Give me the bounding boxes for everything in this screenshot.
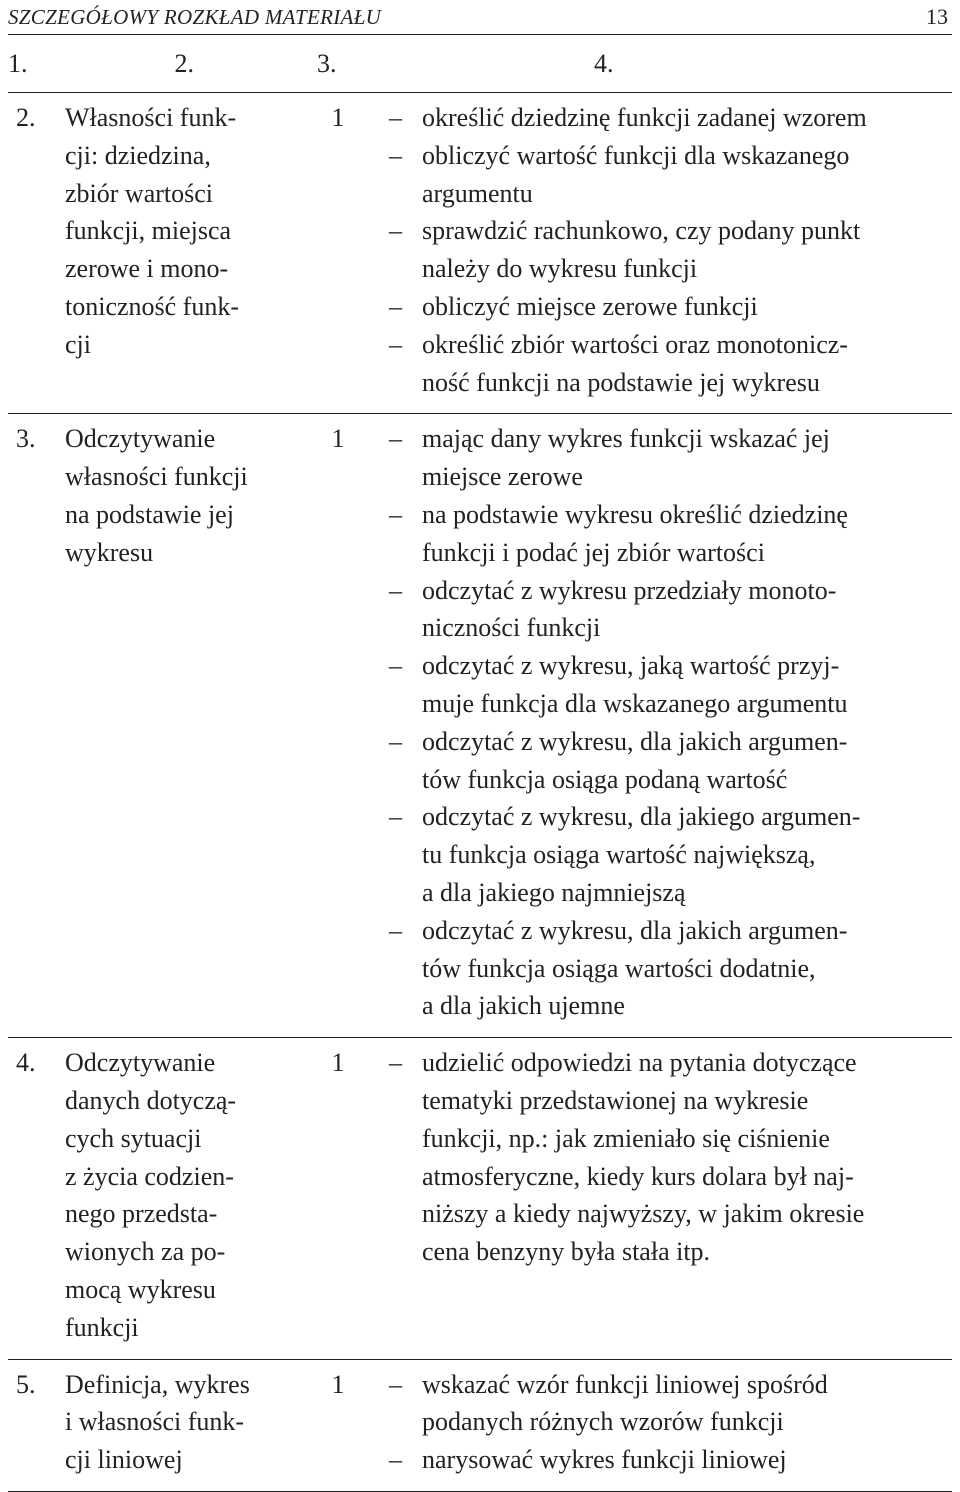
requirement-line: obliczyć wartość funkcji dla wskazanego <box>422 140 850 170</box>
requirement-line: a dla jakich ujemne <box>422 991 625 1021</box>
requirement-line: odczytać z wykresu, dla jakich argumen- <box>422 726 848 756</box>
topic-line: zbiór wartości <box>65 178 214 208</box>
dash-bullet-icon: – <box>389 915 402 945</box>
topic-line: na podstawie jej <box>65 499 234 529</box>
requirement-line: ność funkcji na podstawie jej wykresu <box>422 367 820 397</box>
topic-cell <box>8 414 301 1038</box>
requirement-line: podanych różnych wzorów funkcji <box>422 1407 784 1437</box>
topic-line: z życia codzien- <box>65 1161 234 1191</box>
dash-bullet-icon: – <box>389 802 402 832</box>
requirement-item <box>389 647 952 723</box>
requirement-item <box>389 288 952 326</box>
column-header-3: 3. <box>317 49 337 78</box>
requirement-line: tu funkcja osiąga wartość największą, <box>422 840 816 870</box>
dash-bullet-icon: – <box>389 291 402 321</box>
topic-text <box>65 1044 301 1346</box>
requirement-line: miejsce zerowe <box>422 462 583 492</box>
requirement-item <box>389 420 952 496</box>
page-header <box>8 0 952 36</box>
topic-line: nego przedsta- <box>65 1199 218 1229</box>
requirements-cell <box>389 1038 952 1359</box>
topic-line: cji liniowej <box>65 1445 183 1475</box>
requirement-line: udzielić odpowiedzi na pytania dotyczące <box>422 1048 857 1078</box>
requirement-line: określić zbiór wartości oraz monotonicz- <box>422 329 848 359</box>
hours-cell: 1 <box>331 424 345 454</box>
topic-cell <box>8 93 301 414</box>
material-table <box>8 34 952 1492</box>
row-number: 4. <box>16 1048 36 1078</box>
topic-line: cji <box>65 329 91 359</box>
requirement-item <box>389 1441 952 1479</box>
topic-line: danych dotyczą- <box>65 1085 237 1115</box>
page-number: 13 <box>926 4 948 29</box>
table-body <box>8 93 952 1492</box>
dash-bullet-icon: – <box>389 424 402 454</box>
requirement-line: funkcji i podać jej zbiór wartości <box>422 537 765 567</box>
requirements-cell <box>389 93 952 414</box>
topic-cell <box>8 1359 301 1491</box>
topic-cell <box>8 1038 301 1359</box>
requirement-line: obliczyć miejsce zerowe funkcji <box>422 291 758 321</box>
topic-line: wykresu <box>65 537 154 567</box>
table-row <box>8 414 952 1038</box>
row-number: 3. <box>16 424 36 454</box>
topic-line: funkcji <box>65 1312 139 1342</box>
dash-bullet-icon: – <box>389 499 402 529</box>
requirement-item <box>389 1366 952 1442</box>
column-header-4: 4. <box>594 49 614 78</box>
topic-line: Odczytywanie <box>65 1048 216 1078</box>
requirement-item <box>389 212 952 288</box>
requirement-line: mając dany wykres funkcji wskazać jej <box>422 424 830 454</box>
requirement-line: odczytać z wykresu, dla jakich argumen- <box>422 915 848 945</box>
hours-cell: 1 <box>331 1369 345 1399</box>
requirements-cell <box>389 1359 952 1491</box>
column-header-1: 1. 2. <box>8 49 194 78</box>
requirement-line: odczytać z wykresu, jaką wartość przyj- <box>422 651 840 681</box>
requirement-line: funkcji, np.: jak zmieniało się ciśnienie <box>422 1123 830 1153</box>
topic-text <box>65 1366 301 1479</box>
table-row <box>8 93 952 414</box>
hours-cell: 1 <box>331 103 345 132</box>
requirement-line: odczytać z wykresu przedziały monoto- <box>422 575 837 605</box>
topic-line: Definicja, wykres <box>65 1369 250 1399</box>
requirement-item <box>389 1044 952 1271</box>
requirement-item <box>389 137 952 213</box>
topic-line: mocą wykresu <box>65 1274 216 1304</box>
dash-bullet-icon: – <box>389 216 402 246</box>
dash-bullet-icon: – <box>389 1445 402 1475</box>
topic-line: Własności funk- <box>65 103 237 132</box>
requirement-line: należy do wykresu funkcji <box>422 254 698 284</box>
dash-bullet-icon: – <box>389 103 402 132</box>
requirement-line: niższy a kiedy najwyższy, w jakim okresie <box>422 1199 865 1229</box>
topic-line: Odczytywanie <box>65 424 216 454</box>
column-header-2: 2. <box>174 49 194 78</box>
topic-line: cji: dziedzina, <box>65 140 211 170</box>
requirement-item <box>389 572 952 648</box>
requirement-item <box>389 496 952 572</box>
topic-text <box>65 420 301 571</box>
requirement-line: tów funkcja osiąga podaną wartość <box>422 764 788 794</box>
dash-bullet-icon: – <box>389 651 402 681</box>
table-row <box>8 1038 952 1359</box>
requirement-line: wskazać wzór funkcji liniowej spośród <box>422 1369 828 1399</box>
requirement-line: sprawdzić rachunkowo, czy podany punkt <box>422 216 861 246</box>
running-title: SZCZEGÓŁOWY ROZKŁAD MATERIAŁU <box>8 5 382 29</box>
dash-bullet-icon: – <box>389 140 402 170</box>
requirement-item <box>389 912 952 1025</box>
row-number: 5. <box>16 1369 36 1399</box>
requirement-line: narysować wykres funkcji liniowej <box>422 1445 787 1475</box>
dash-bullet-icon: – <box>389 1369 402 1399</box>
topic-line: zerowe i mono- <box>65 254 229 284</box>
topic-line: funkcji, miejsca <box>65 216 232 246</box>
requirement-item <box>389 798 952 911</box>
requirements-cell <box>389 414 952 1038</box>
topic-line: cych sytuacji <box>65 1123 202 1153</box>
requirement-item <box>389 326 952 402</box>
dash-bullet-icon: – <box>389 575 402 605</box>
requirement-line: odczytać z wykresu, dla jakiego argumen- <box>422 802 861 832</box>
requirement-item <box>389 723 952 799</box>
topic-text <box>65 99 301 364</box>
row-number: 2. <box>16 103 36 132</box>
dash-bullet-icon: – <box>389 726 402 756</box>
schedule-table <box>8 34 952 1492</box>
requirement-line: tów funkcja osiąga wartości dodatnie, <box>422 953 816 983</box>
topic-line: wionych za po- <box>65 1237 226 1267</box>
table-row <box>8 1359 952 1491</box>
hours-cell: 1 <box>331 1048 345 1078</box>
dash-bullet-icon: – <box>389 329 402 359</box>
requirement-line: określić dziedzinę funkcji zadanej wzorem <box>422 103 867 132</box>
requirement-line: tematyki przedstawionej na wykresie <box>422 1085 809 1115</box>
column-header-row <box>8 35 952 93</box>
requirement-line: cena benzyny była stała itp. <box>422 1237 711 1267</box>
topic-line: i własności funk- <box>65 1407 245 1437</box>
requirement-line: argumentu <box>422 178 533 208</box>
requirement-line: niczności funkcji <box>422 613 601 643</box>
requirement-item <box>389 99 952 137</box>
requirement-line: muje funkcja dla wskazanego argumentu <box>422 688 848 718</box>
topic-line: własności funkcji <box>65 462 248 492</box>
requirement-line: na podstawie wykresu określić dziedzinę <box>422 499 848 529</box>
dash-bullet-icon: – <box>389 1048 402 1078</box>
requirement-line: atmosferyczne, kiedy kurs dolara był naj- <box>422 1161 854 1191</box>
topic-line: toniczność funk- <box>65 291 240 321</box>
requirement-line: a dla jakiego najmniejszą <box>422 877 686 907</box>
